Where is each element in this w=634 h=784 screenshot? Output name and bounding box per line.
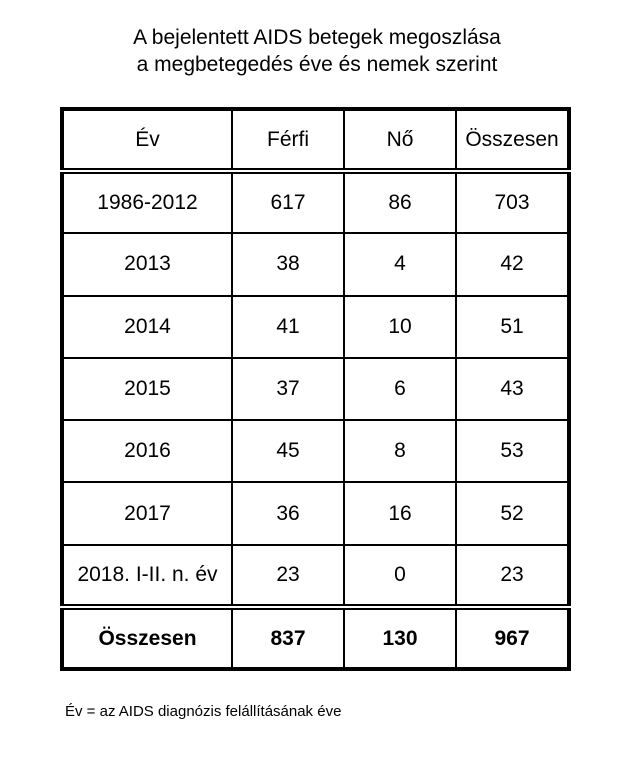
cell-male: 23 (232, 545, 344, 607)
header-ev: Év (62, 109, 232, 171)
header-no: Nő (344, 109, 456, 171)
cell-year: 2018. I-II. n. év (62, 545, 232, 607)
cell-year: 2014 (62, 296, 232, 358)
table-row (62, 545, 569, 607)
cell-year: 2017 (62, 482, 232, 544)
cell-total: 23 (456, 545, 569, 607)
table-row (62, 296, 569, 358)
header-osszesen: Összesen (456, 109, 569, 171)
header-ferfi: Férfi (232, 109, 344, 171)
cell-total: 53 (456, 420, 569, 482)
total-all: 967 (456, 607, 569, 669)
total-label: Összesen (62, 607, 232, 669)
cell-total: 43 (456, 358, 569, 420)
page-title (0, 24, 634, 78)
aids-cases-table (60, 107, 571, 671)
cell-female: 16 (344, 482, 456, 544)
cell-total: 703 (456, 171, 569, 233)
cell-female: 86 (344, 171, 456, 233)
cell-year: 2015 (62, 358, 232, 420)
table-row (62, 358, 569, 420)
cell-total: 42 (456, 233, 569, 295)
cell-year: 2016 (62, 420, 232, 482)
cell-female: 6 (344, 358, 456, 420)
table-row (62, 420, 569, 482)
table-total-row (62, 607, 569, 669)
total-female: 130 (344, 607, 456, 669)
cell-female: 8 (344, 420, 456, 482)
cell-male: 36 (232, 482, 344, 544)
cell-female: 10 (344, 296, 456, 358)
cell-male: 37 (232, 358, 344, 420)
table-row (62, 233, 569, 295)
table-row (62, 171, 569, 233)
cell-male: 41 (232, 296, 344, 358)
table-row (62, 482, 569, 544)
cell-female: 0 (344, 545, 456, 607)
title-line-2: a megbetegedés éve és nemek szerint (136, 53, 498, 76)
cell-total: 51 (456, 296, 569, 358)
cell-male: 45 (232, 420, 344, 482)
cell-year: 2013 (62, 233, 232, 295)
title-line-1: A bejelentett AIDS betegek megoszlása (133, 26, 501, 49)
cell-male: 38 (232, 233, 344, 295)
cell-male: 617 (232, 171, 344, 233)
cell-female: 4 (344, 233, 456, 295)
total-male: 837 (232, 607, 344, 669)
table-header-row (62, 109, 569, 171)
footnote: Év = az AIDS diagnózis felállításának éve (65, 703, 342, 720)
cell-total: 52 (456, 482, 569, 544)
cell-year: 1986-2012 (62, 171, 232, 233)
